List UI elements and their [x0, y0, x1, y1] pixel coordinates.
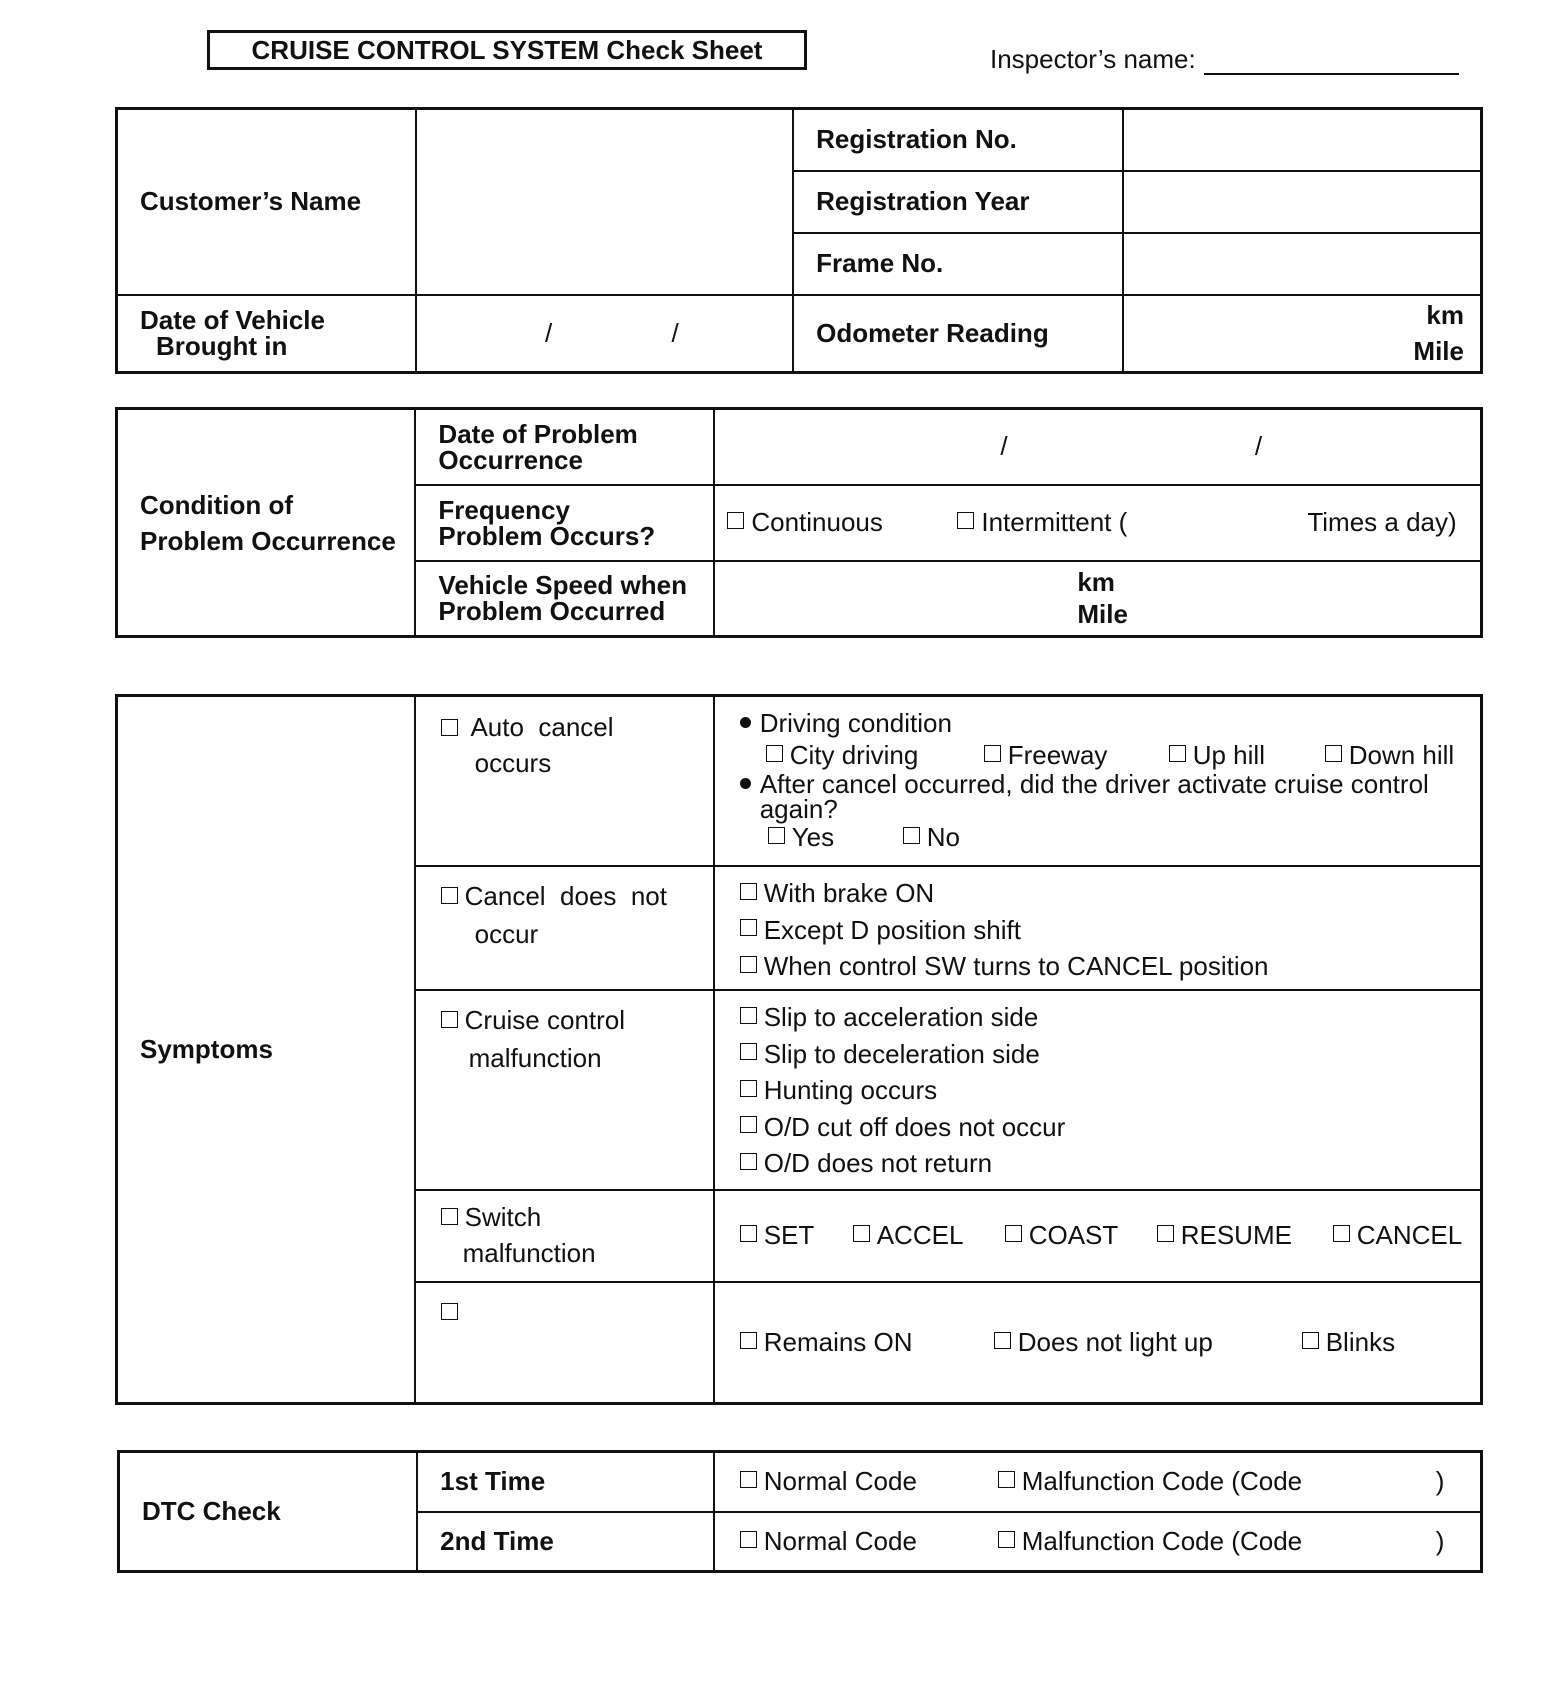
unit-km: km [1426, 300, 1464, 331]
cancel-position-option[interactable]: When control SW turns to CANCEL position [740, 948, 1269, 984]
vehicle-info-table [115, 107, 1483, 374]
accel-option[interactable]: ACCEL [853, 1220, 1005, 1251]
checkbox-icon[interactable] [1005, 1225, 1022, 1242]
coast-option[interactable]: COAST [1005, 1220, 1157, 1251]
unit-mile: Mile [1413, 336, 1464, 367]
checkbox-icon[interactable] [1302, 1332, 1319, 1349]
downhill-option[interactable]: Down hill [1325, 739, 1455, 771]
odometer-label: Odometer Reading [793, 295, 1122, 373]
does-not-light-option[interactable]: Does not light up [994, 1327, 1302, 1358]
no-option[interactable]: No [903, 821, 960, 853]
checkbox-icon[interactable] [998, 1471, 1015, 1488]
checkbox-icon[interactable] [768, 827, 785, 844]
vehicle-speed-label: Vehicle Speed when Problem Occurred [415, 561, 714, 637]
checkbox-icon[interactable] [727, 512, 744, 529]
yes-option[interactable]: Yes [768, 821, 903, 853]
cancel-option[interactable]: CANCEL [1333, 1220, 1462, 1251]
indicator-details [714, 1282, 1482, 1404]
times-a-day-label: Times a day) [1307, 507, 1457, 537]
symptoms-table [115, 694, 1483, 1405]
customer-name-label: Customer’s Name [117, 109, 417, 295]
continuous-option[interactable]: Continuous [727, 507, 957, 538]
first-malfunction-code-option[interactable]: Malfunction Code (Code [998, 1466, 1436, 1497]
checkbox-icon[interactable] [998, 1531, 1015, 1548]
set-option[interactable]: SET [740, 1220, 853, 1251]
second-time-label: 2nd Time [417, 1512, 714, 1572]
condition-table [115, 407, 1483, 638]
city-driving-option[interactable]: City driving [766, 739, 984, 771]
customer-name-input[interactable] [416, 109, 793, 295]
bullet-icon [740, 717, 751, 728]
intermittent-option[interactable]: Intermittent ( [957, 507, 1307, 538]
uphill-option[interactable]: Up hill [1169, 739, 1325, 771]
frame-no-label: Frame No. [793, 233, 1122, 295]
problem-date-label: Date of Problem Occurrence [415, 409, 714, 485]
bullet-icon [740, 778, 751, 789]
switch-malfunction-details [714, 1190, 1482, 1282]
inspector-field [990, 44, 1459, 75]
date-brought-in-label: Date of Vehicle Brought in [117, 295, 417, 373]
dtc-check-table [117, 1450, 1483, 1573]
registration-no-input[interactable] [1123, 109, 1482, 171]
hunting-option[interactable]: Hunting occurs [740, 1072, 937, 1108]
checkbox-icon[interactable] [740, 1007, 757, 1024]
checkbox-icon[interactable] [441, 1208, 458, 1225]
checkbox-icon[interactable] [441, 887, 458, 904]
first-time-label: 1st Time [417, 1452, 714, 1512]
slip-deceleration-option[interactable]: Slip to deceleration side [740, 1036, 1040, 1072]
checkbox-icon[interactable] [903, 827, 920, 844]
checkbox-icon[interactable] [1157, 1225, 1174, 1242]
checkbox-icon[interactable] [1325, 745, 1342, 762]
frequency-options [714, 485, 1481, 561]
cancel-not-occur-details [714, 866, 1482, 990]
checkbox-icon[interactable] [957, 512, 974, 529]
auto-cancel-option[interactable]: Auto cancel occurs [415, 696, 714, 866]
cruise-malfunction-option[interactable]: Cruise control malfunction [415, 990, 714, 1190]
date-brought-in-input[interactable]: / / [416, 295, 793, 373]
switch-malfunction-option[interactable]: Switch malfunction [415, 1190, 714, 1282]
checkbox-icon[interactable] [766, 745, 783, 762]
second-time-options: Normal Code Malfunction Code (Code ) [714, 1512, 1482, 1572]
frequency-label: Frequency Problem Occurs? [415, 485, 714, 561]
checkbox-icon[interactable] [984, 745, 1001, 762]
checkbox-icon[interactable] [441, 1011, 458, 1028]
checkbox-icon[interactable] [740, 1471, 757, 1488]
first-time-options: Normal Code Malfunction Code (Code ) [714, 1452, 1482, 1512]
checkbox-icon[interactable] [740, 1225, 757, 1242]
checkbox-icon[interactable] [853, 1225, 870, 1242]
condition-section-label: Condition of Problem Occurrence [117, 409, 416, 637]
vehicle-speed-input[interactable] [714, 561, 1481, 637]
except-d-shift-option[interactable]: Except D position shift [740, 912, 1021, 948]
checkbox-icon[interactable] [740, 919, 757, 936]
checkbox-icon[interactable] [740, 1080, 757, 1097]
dtc-check-label: DTC Check [119, 1452, 418, 1572]
checkbox-icon[interactable] [994, 1332, 1011, 1349]
checkbox-icon[interactable] [1333, 1225, 1350, 1242]
registration-no-label: Registration No. [793, 109, 1122, 171]
inspector-name-input[interactable] [1204, 45, 1459, 75]
od-cutoff-option[interactable]: O/D cut off does not occur [740, 1109, 1066, 1145]
resume-option[interactable]: RESUME [1157, 1220, 1333, 1251]
registration-year-label: Registration Year [793, 171, 1122, 233]
cancel-not-occur-option[interactable]: Cancel does not occur [415, 866, 714, 990]
page-title: CRUISE CONTROL SYSTEM Check Sheet [207, 30, 807, 70]
frame-no-input[interactable] [1123, 233, 1482, 295]
unit-km: km [1077, 567, 1115, 598]
second-malfunction-code-option[interactable]: Malfunction Code (Code [998, 1526, 1436, 1557]
with-brake-on-option[interactable]: With brake ON [740, 875, 935, 911]
checkbox-icon[interactable] [740, 1332, 757, 1349]
unit-mile: Mile [1077, 599, 1128, 630]
remains-on-option[interactable]: Remains ON [740, 1327, 994, 1358]
checkbox-icon[interactable] [740, 1043, 757, 1060]
freeway-option[interactable]: Freeway [984, 739, 1169, 771]
checkbox-icon[interactable] [1169, 745, 1186, 762]
auto-cancel-details: Driving condition City driving Freeway Up hill Down hill After cancel occurred, did the driver activate cruise control again? Yes No [714, 696, 1482, 866]
first-normal-code-option[interactable]: Normal Code [740, 1466, 998, 1497]
checkbox-icon[interactable] [740, 956, 757, 973]
checkbox-icon[interactable] [441, 1303, 458, 1320]
checkbox-icon[interactable] [740, 1531, 757, 1548]
indicator-option[interactable] [415, 1282, 714, 1404]
problem-date-input[interactable]: / / [714, 409, 1481, 485]
slip-acceleration-option[interactable]: Slip to acceleration side [740, 999, 1039, 1035]
checkbox-icon[interactable] [740, 1153, 757, 1170]
symptoms-section-label: Symptoms [117, 696, 415, 1404]
checkbox-icon[interactable] [441, 719, 458, 736]
second-normal-code-option[interactable]: Normal Code [740, 1526, 998, 1557]
checkbox-icon[interactable] [740, 883, 757, 900]
od-return-option[interactable]: O/D does not return [740, 1145, 992, 1181]
inspector-label: Inspector’s name: [990, 44, 1196, 74]
checkbox-icon[interactable] [740, 1116, 757, 1133]
blinks-option[interactable]: Blinks [1302, 1327, 1395, 1358]
registration-year-input[interactable] [1123, 171, 1482, 233]
cruise-malfunction-details [714, 990, 1482, 1190]
odometer-input[interactable] [1123, 295, 1482, 373]
